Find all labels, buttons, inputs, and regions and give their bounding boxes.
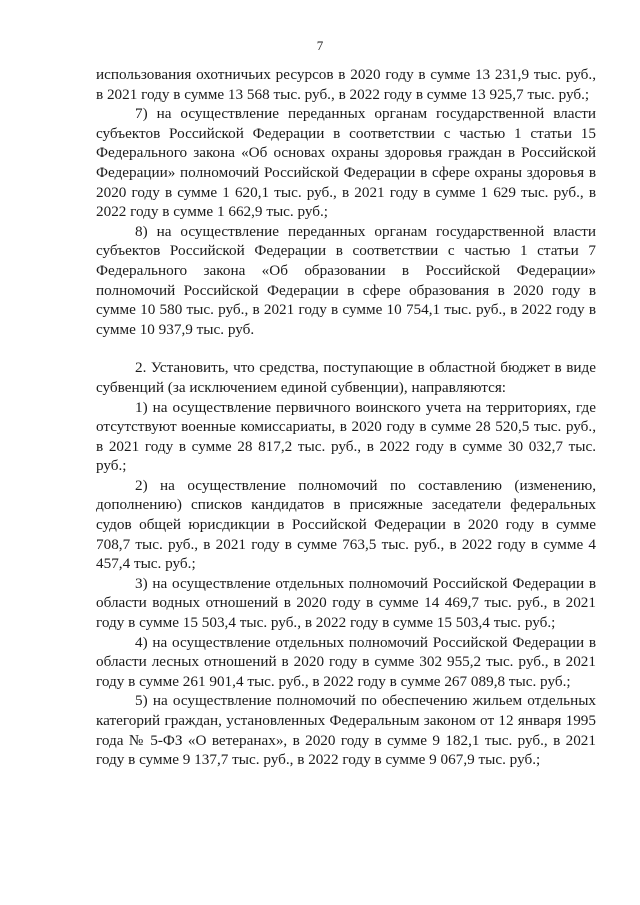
paragraph-item-4: 4) на осуществление отдельных полномочий Российской Федерации в области лесных отношений в 2020 году в сумме 302 955,2 тыс. руб., в 2021 году в сумме 261 901,4 тыс. руб., в 2022 году в сумме 267 089,8 тыс. руб.; — [96, 633, 596, 690]
paragraph-continuation: использования охотничьих ресурсов в 2020 году в сумме 13 231,9 тыс. руб., в 2021 году в сумме 13 568 тыс. руб., в 2022 году в сумме 13 925,7 тыс. руб.; — [96, 66, 596, 103]
document-body — [96, 65, 596, 770]
paragraph-item-8: 8) на осуществление переданных органам государственной власти субъектов Российской Федерации в соответствии с частью 1 статьи 7 Федерального закона «Об образовании в Российской Федерации» полномочий Российской Федерации в сфере образования в 2020 году в сумме 10 580 тыс. руб., в 2021 году в сумме 10 754,1 тыс. руб., в 2022 году в сумме 10 937,9 тыс. руб. — [96, 222, 596, 338]
paragraph-section-2: 2. Установить, что средства, поступающие в областной бюджет в виде субвенций (за исключением единой субвенции), направляются: — [96, 359, 596, 396]
page-number: 7 — [316, 38, 324, 53]
paragraph-item-2: 2) на осуществление полномочий по составлению (изменению, дополнению) списков кандидатов в присяжные заседатели федеральных судов общей юрисдикции в Российской Федерации в 2020 году в сумме 708,7 тыс. руб., в 2021 году в сумме 763,5 тыс. руб., в 2022 году в сумме 4 457,4 тыс. руб.; — [96, 476, 596, 573]
paragraph-item-1: 1) на осуществление первичного воинского учета на территориях, где отсутствуют военные комиссариаты, в 2020 году в сумме 28 520,5 тыс. руб., в 2021 году в сумме 28 817,2 тыс. руб., в 2022 году в сумме 30 032,7 тыс. руб.; — [96, 398, 596, 475]
paragraph-item-5: 5) на осуществление полномочий по обеспечению жильем отдельных категорий граждан, установленных Федеральным законом от 12 января 1995 года № 5-ФЗ «О ветеранах», в 2020 году в сумме 9 182,1 тыс. руб., в 2021 году в сумме 9 137,7 тыс. руб., в 2022 году в сумме 9 067,9 тыс. руб.; — [96, 692, 596, 769]
paragraph-item-3: 3) на осуществление отдельных полномочий Российской Федерации в области водных отношений в 2020 году в сумме 14 469,7 тыс. руб., в 2021 году в сумме 15 503,4 тыс. руб., в 2022 году в сумме 15 503,4 тыс. руб.; — [96, 574, 596, 632]
paragraph-item-7: 7) на осуществление переданных органам государственной власти субъектов Российской Федерации в соответствии с частью 1 статьи 15 Федерального закона «Об основах охраны здоровья граждан в Российской Федерации» полномочий Российской Федерации в сфере охраны здоровья в 2020 году в сумме 1 620,1 тыс. руб., в 2021 году в сумме 1 629 тыс. руб., в 2022 году в сумме 1 662,9 тыс. руб.; — [96, 105, 596, 221]
